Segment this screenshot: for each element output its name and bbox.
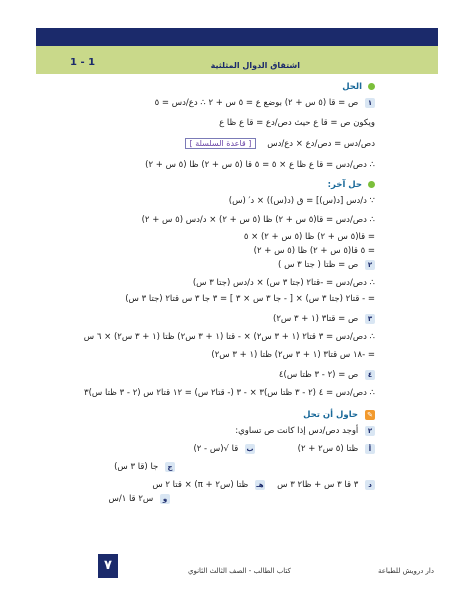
q1-line-3: دص/دس = دص/دع × دع/دس [ قاعدة السلسلة ] [185,138,375,149]
option-e: هـ ظتا (س٢ + π) × قتا ٢ س [152,480,264,490]
try-header: ✎ حاول أن تحل [303,410,375,420]
book-title: كتاب الطالب - الصف الثالث الثانوي [188,567,291,575]
section-number: 1 - 1 [70,57,96,68]
page-number: ٧ [98,554,118,578]
q2-line-2: ∴ دص/دس = -قتا٢ (جتا ٣ س) × د/دس (جتا ٣ س) [192,278,375,288]
alt-line-2: ∴ دص/دس = قا(٥ س + ٢) ظا (٥ س + ٢) × د/دس (٥ س + ٢) [141,215,375,225]
q3-line-1: ٣ ص = قتا٣ (١ + ٣ س٢) [273,314,375,324]
try-question: ٢ أوجد دص/دس إذا كانت ص تساوي: [235,426,375,436]
section-title: اشتقاق الدوال المثلثية [210,61,300,70]
publisher-name: دار درويش للطباعة [377,567,434,575]
alt-line-3: = قا(٥ س + ٢) ظا (٥ س + ٢) × ٥ [243,232,375,242]
question-badge: ٣ [365,314,375,324]
solution-header: الحل [342,82,375,92]
alt-line-4: = ٥ قا(٥ س + ٢) ظا (٥ س + ٢) [253,246,375,256]
q1-line-4: ∴ دص/دس = قا ع ظا ع × ٥ = ٥ قا (٥ س + ٢) ظا (٥ س + ٢) [145,160,375,170]
option-c: ج جا (قا ٣ س) [114,462,175,472]
question-badge: ٢ [365,426,375,436]
q4-line-2: ∴ دص/دس = ٤ (٢ - ٣ ظتا س)٣ × - ٣ (- قتا٢ س) = ١٢ قتا٢ س (٢ - ٣ ظتا س)٣ [84,388,375,398]
bullet-icon [368,181,375,188]
q2-line-1: ٢ ص = ظتا ( جتا ٣ س ) [278,260,375,270]
top-banner [36,28,438,46]
q1-line-1: ١ ص = قا (٥ س + ٢) بوضع ع = ٥ س + ٢ ∴ دع/دس = ٥ [155,98,375,108]
alt-line-1: ∵ د/دس [د(س)] = ق (د(س)) × د′ (س) [228,196,375,206]
question-badge: ٤ [365,370,375,380]
q4-line-1: ٤ ص = (٢ - ٣ ظتا س)٤ [279,370,375,380]
content [83,82,375,512]
other-solution-header: حل آخر: [328,180,375,190]
question-badge: ٢ [365,260,375,270]
try-icon: ✎ [365,410,375,420]
option-d: د ٣ قا ٣ س + ظا٢ ٣ س [277,480,375,490]
q1-line-2: ويكون ص = قا ع حيث دص/دع = قا ع ظا ع [219,118,375,128]
bullet-icon [368,83,375,90]
option-b: ب قا √(س - ٢) [193,444,254,454]
q3-line-3: = -١٨ س قتا٣ (١ + ٣ س٢) ظتا (١ + ٣ س٢) [211,350,375,360]
chain-rule-box: [ قاعدة السلسلة ] [185,138,257,149]
option-a: أ ظتا (٥ س٢ + ٢) [298,444,375,454]
question-badge: ١ [365,98,375,108]
q3-line-2: ∴ دص/دس = ٣ قتا٢ (١ + ٣ س٢) × - قتا (١ + ٣ س٢) ظتا (١ + ٣ س٢) × ٦ س [83,332,375,342]
option-f: و س٢ قا ١/س [108,494,170,504]
q2-line-3: = - قتا٢ (جتا ٣ س) × [ - جا ٣ س × ٣ ] = ٣ جا ٣ س قتا٢ (جتا ٣ س) [125,294,375,304]
